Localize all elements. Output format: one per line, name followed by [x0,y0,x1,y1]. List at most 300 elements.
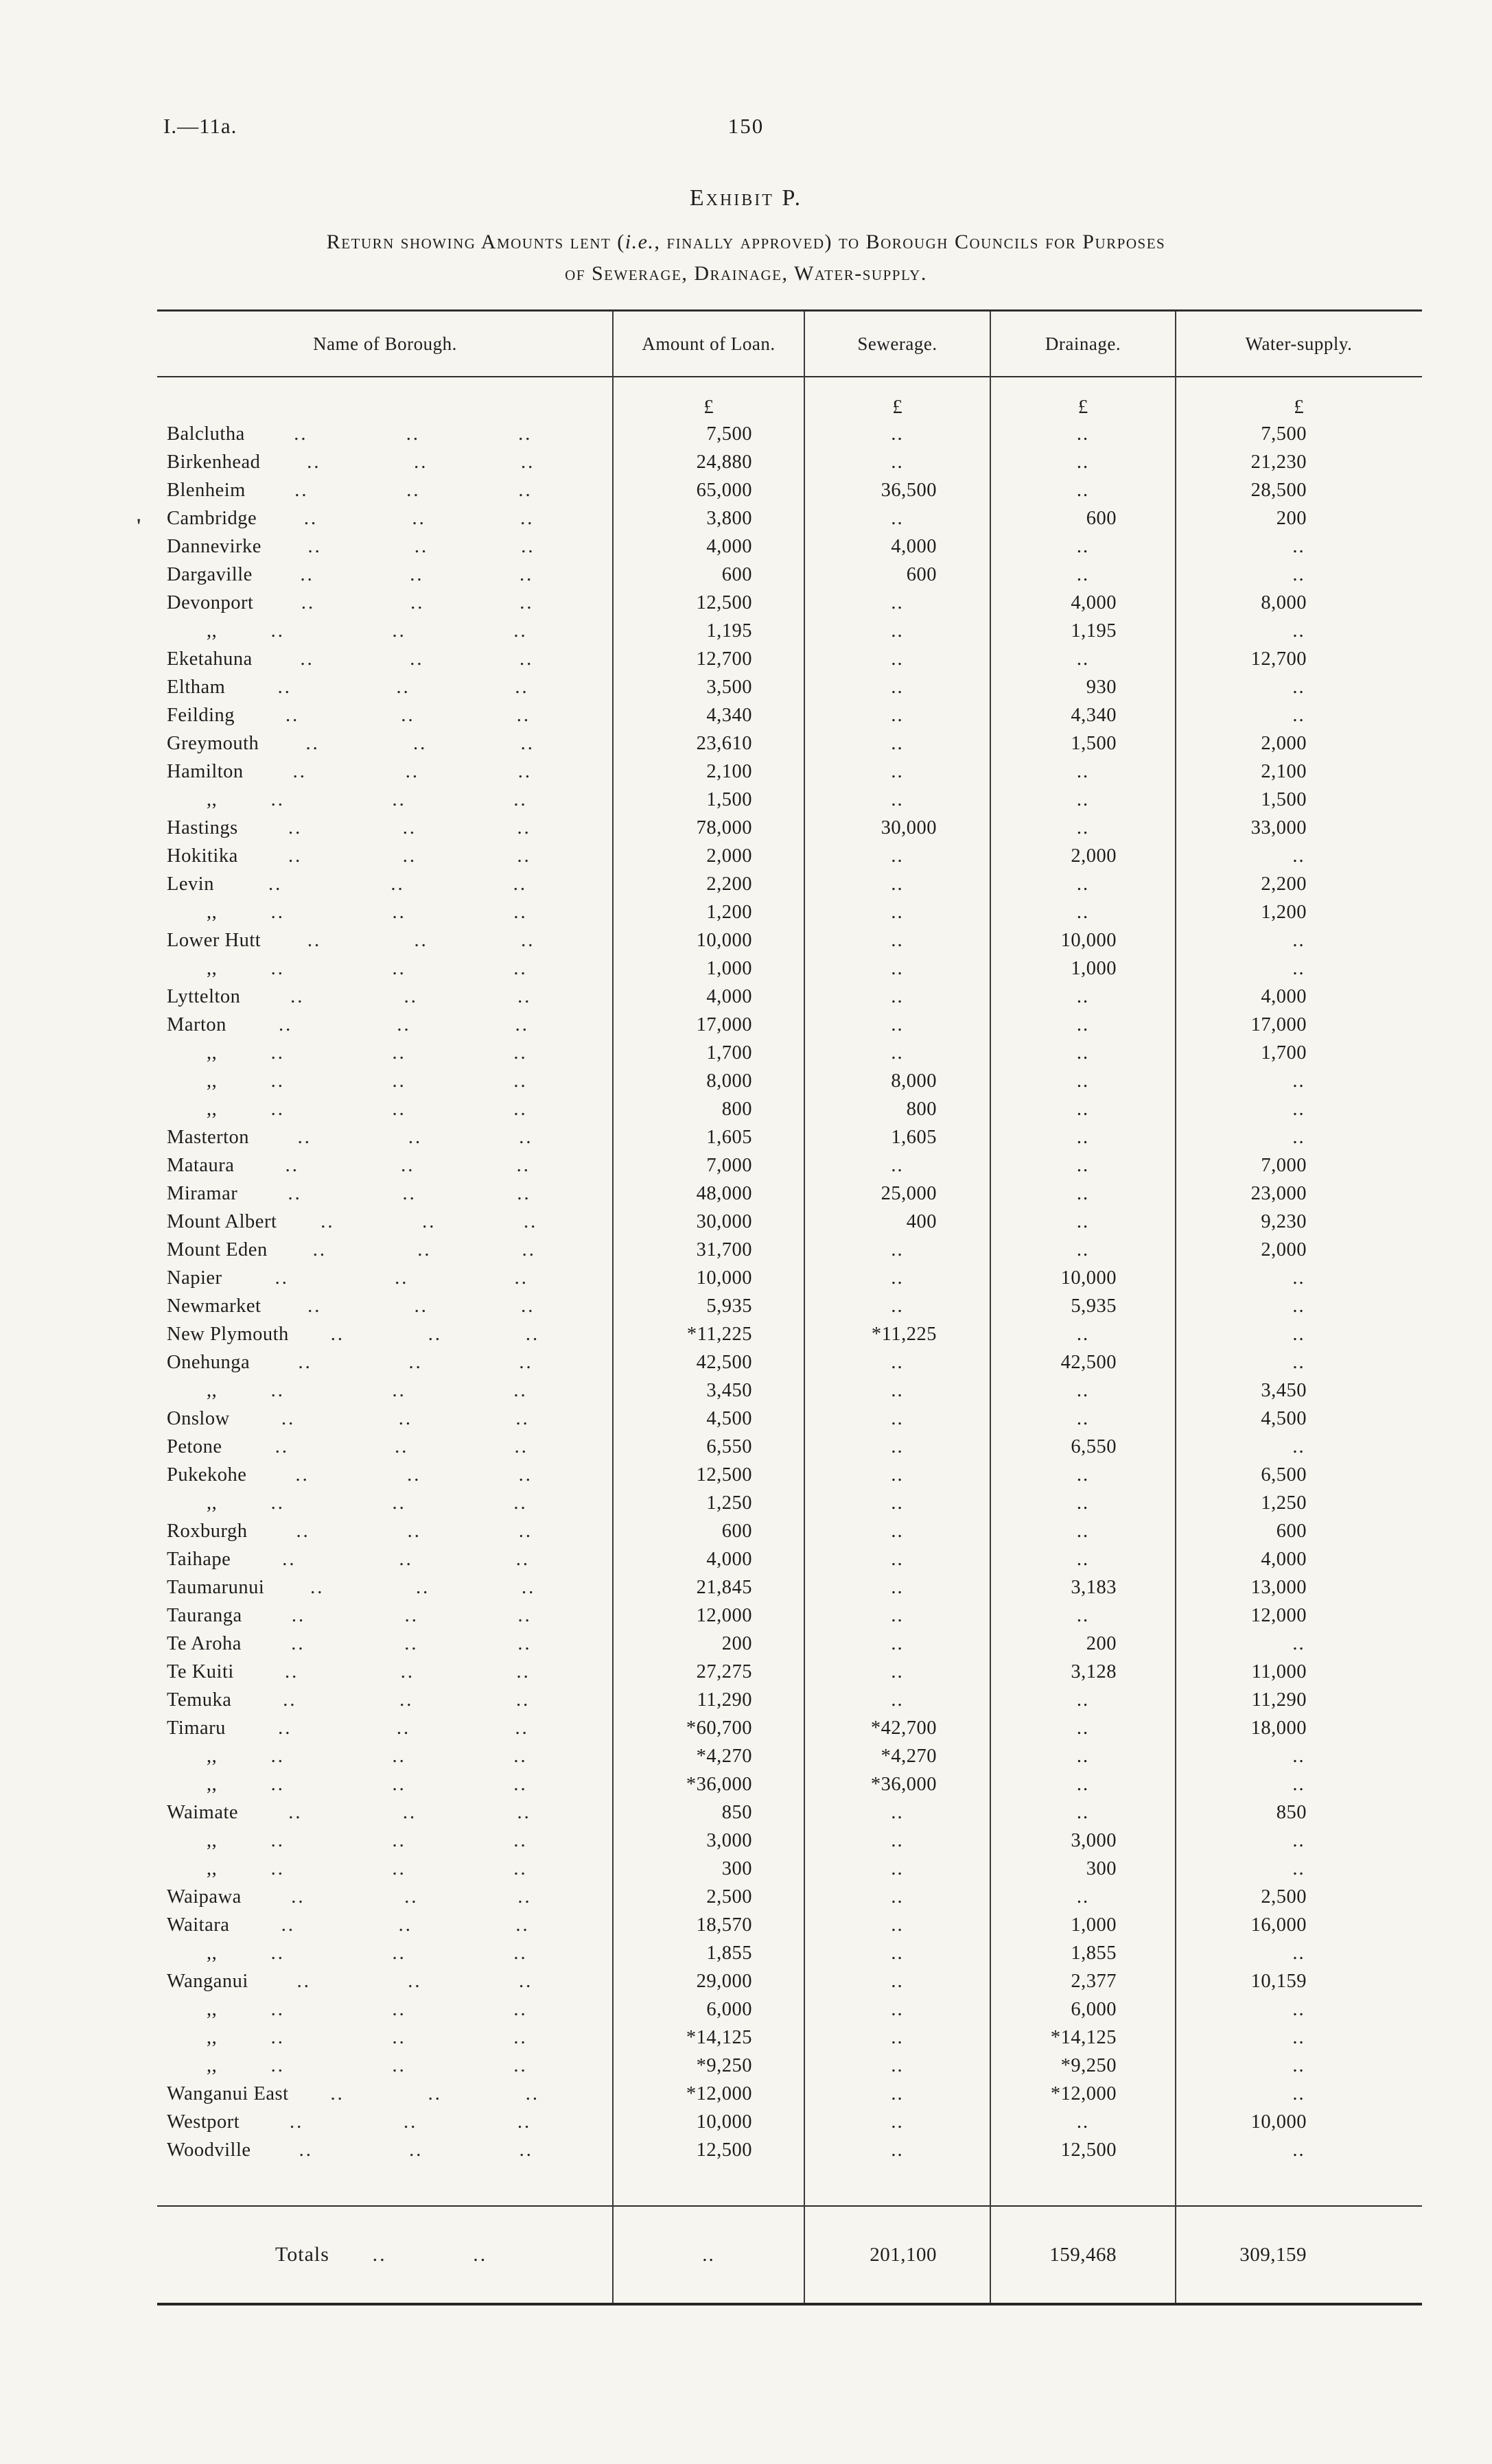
dot-leader: .. [513,1042,528,1064]
dot-leader: .. [473,2243,488,2266]
loan-value: 2,000 [706,845,752,867]
loan-value: 4,000 [706,985,752,1007]
dot-leader: .. [270,1379,285,1401]
borough-name-cell [157,1633,613,1655]
borough-name: Te Aroha [167,1632,242,1654]
dot-leader: .. [513,1942,528,1964]
sewerage-value: .. [891,1267,904,1289]
dot-leader: .. [407,1464,421,1486]
drainage-value: .. [1076,1210,1090,1232]
table-row [157,589,1422,617]
borough-name-cell [157,451,613,473]
dot-leader: .. [405,760,419,782]
table-row [157,2108,1422,2136]
borough-name-cell [157,761,613,783]
totals-row [157,2205,1422,2303]
water-supply-value: 10,159 [1250,1970,1307,1992]
dot-leader: .. [513,1492,528,1514]
water-supply-value: .. [1292,1435,1305,1457]
dot-leader: .. [399,1689,414,1711]
water-supply-value: .. [1292,957,1305,979]
dot-leader: .. [515,1548,530,1570]
drainage-value: .. [1076,1379,1090,1401]
sewerage-value: .. [891,929,904,951]
dot-leader: .. [372,2243,387,2266]
borough-name: ,, [207,1829,218,1851]
loan-value: 12,000 [696,1604,752,1626]
table-row [157,532,1422,561]
loan-value: 3,800 [706,507,752,529]
dot-leader: .. [395,1435,409,1457]
dot-leader: .. [270,957,285,979]
table-row [157,1770,1422,1798]
dot-leader: .. [396,1717,411,1739]
drainage-value: .. [1076,423,1090,445]
dot-leader: .. [270,1745,285,1767]
dot-leader: .. [307,1295,322,1317]
dot-leader: .. [521,1576,536,1598]
dot-leader: .. [414,1295,428,1317]
drainage-value: 10,000 [1060,1267,1117,1289]
drainage-value: 6,000 [1071,1998,1117,2020]
dot-leader: .. [297,1126,312,1148]
drainage-value: .. [1076,1689,1090,1711]
dot-leader: .. [525,1323,540,1345]
table-row [157,1545,1422,1573]
borough-name: ,, [207,788,218,810]
borough-name: Mataura [167,1154,235,1176]
table-row [157,476,1422,504]
dot-leader: .. [513,1098,528,1120]
table-row [157,1320,1422,1348]
dot-leader: .. [396,676,410,698]
table-body [157,420,1422,2164]
sewerage-value: .. [891,1886,904,1908]
dot-leader: .. [422,1210,436,1232]
dot-leader: .. [291,1604,306,1626]
borough-name: ,, [207,1857,218,1879]
dot-leader: .. [404,985,418,1007]
table-row [157,420,1422,448]
water-supply-value: .. [1292,929,1305,951]
table-row [157,1714,1422,1742]
dot-leader: .. [392,1998,406,2020]
dot-leader: .. [270,1998,285,2020]
loan-value: 30,000 [696,1210,752,1232]
dot-leader: .. [392,957,406,979]
sewerage-value: 8,000 [891,1070,937,1092]
borough-name-cell [157,480,613,502]
dot-leader: .. [307,929,322,951]
borough-name-cell [157,1324,613,1346]
drainage-value: 1,195 [1071,620,1117,642]
dot-leader: .. [400,1661,415,1682]
drainage-value: .. [1076,648,1090,670]
loan-value: 3,450 [706,1379,752,1401]
table-row [157,1517,1422,1545]
drainage-value: 1,500 [1071,732,1117,754]
dot-leader: .. [270,620,285,642]
loan-value: 6,550 [706,1435,752,1457]
drainage-value: .. [1076,535,1090,557]
loan-value: 1,500 [706,788,752,810]
dot-leader: .. [395,1267,409,1289]
borough-name: ,, [207,1942,218,1964]
sewerage-value: .. [891,1942,904,1964]
drainage-value: .. [1076,1717,1090,1739]
dot-leader: .. [296,1520,310,1542]
dot-leader: .. [520,563,534,585]
dot-leader: .. [513,873,527,895]
borough-name-cell [157,817,613,839]
table-row [157,1376,1422,1405]
borough-name: Onehunga [167,1351,250,1373]
borough-name-cell [157,677,613,699]
water-supply-value: .. [1292,1351,1305,1373]
sewerage-value: .. [891,1661,904,1682]
borough-name: Wanganui [167,1970,248,1992]
sewerage-value: .. [891,1857,904,1879]
sewerage-value: *4,270 [881,1745,937,1767]
table-row [157,2136,1422,2164]
drainage-value: 200 [1086,1632,1117,1654]
water-supply-value: 2,200 [1261,873,1307,895]
borough-name-cell [157,986,613,1008]
water-supply-value: 17,000 [1250,1013,1307,1035]
borough-name-cell [157,1014,613,1036]
dot-leader: .. [392,1042,406,1064]
dot-leader: .. [408,1126,423,1148]
dot-leader: .. [404,1886,419,1908]
borough-name-cell [157,1183,613,1205]
dot-leader: .. [282,1548,296,1570]
loan-value: 27,275 [696,1661,752,1682]
sewerage-value: .. [891,1548,904,1570]
borough-name-cell [157,705,613,727]
drainage-value: .. [1076,1182,1090,1204]
sewerage-value: .. [891,1520,904,1542]
borough-name-cell [157,1886,613,1908]
borough-name: Dargaville [167,563,253,585]
borough-name: Temuka [167,1689,232,1711]
dot-leader: .. [285,704,300,726]
water-supply-value: 12,700 [1250,648,1307,670]
borough-name: Blenheim [167,479,246,501]
table-row [157,1939,1422,1967]
table-row [157,1573,1422,1601]
borough-name: Devonport [167,591,254,613]
table-body-gap [157,2164,1422,2205]
table-row [157,645,1422,673]
exhibit-title: Exhibit P. [689,185,803,211]
sewerage-value: 600 [906,563,937,585]
water-supply-value: .. [1292,620,1305,642]
borough-name: Wanganui East [167,2082,289,2104]
table-row [157,1123,1422,1151]
dot-leader: .. [310,1576,325,1598]
loan-value: 65,000 [696,479,752,501]
dot-leader: .. [278,1013,293,1035]
currency-spacer [157,419,613,420]
borough-name: Te Kuiti [167,1661,234,1682]
table-row [157,1039,1422,1067]
currency-symbol: £ [1077,396,1088,418]
drainage-value: .. [1076,1407,1090,1429]
dot-leader: .. [330,2082,345,2104]
drainage-value: 42,500 [1060,1351,1117,1373]
table-row [157,1967,1422,1995]
dot-leader: .. [515,1914,530,1936]
sewerage-value: .. [891,1407,904,1429]
sewerage-value: .. [891,1379,904,1401]
column-header-loan: Amount of Loan. [642,333,776,354]
table-row [157,1911,1422,1939]
drainage-value: .. [1076,1801,1090,1823]
dot-leader: .. [392,2026,406,2048]
table-row [157,1461,1422,1489]
borough-name-cell [157,1295,613,1317]
water-supply-value: .. [1292,2054,1305,2076]
sewerage-value: 36,500 [881,479,937,501]
dot-leader: .. [407,1520,421,1542]
dot-leader: .. [268,873,283,895]
dot-leader: .. [307,451,321,473]
dot-leader: .. [294,423,308,445]
borough-name: ,, [207,1379,218,1401]
dot-leader: .. [392,1942,406,1964]
sewerage-value: .. [891,1801,904,1823]
loan-value: 1,250 [706,1492,752,1514]
sewerage-value: .. [891,1689,904,1711]
loan-value: 4,340 [706,704,752,726]
borough-name-cell [157,1577,613,1599]
borough-name: Miramar [167,1182,238,1204]
loan-value: 23,610 [696,732,752,754]
sewerage-value: .. [891,1914,904,1936]
loan-value: 1,700 [706,1042,752,1064]
loan-value: 10,000 [696,1267,752,1289]
dot-leader: .. [518,423,533,445]
borough-name: Masterton [167,1126,250,1148]
sewerage-value: 4,000 [891,535,937,557]
loan-value: *36,000 [686,1773,752,1795]
dot-leader: .. [521,535,535,557]
dot-leader: .. [401,1154,415,1176]
loan-value: 6,000 [706,1998,752,2020]
loan-value: 300 [721,1857,752,1879]
drainage-value: *14,125 [1050,2026,1117,2048]
water-supply-value: .. [1292,1857,1305,1879]
water-supply-value: 200 [1276,507,1307,529]
dot-leader: .. [270,1492,285,1514]
drainage-value: .. [1076,1126,1090,1148]
drainage-value: .. [1076,451,1090,473]
ink-artifact: ' [136,515,142,537]
dot-leader: .. [330,1323,345,1345]
borough-name-cell [157,1042,613,1064]
drainage-value: 930 [1086,676,1117,698]
dot-leader: .. [525,2082,540,2104]
table-row [157,786,1422,814]
loan-value: 4,000 [706,1548,752,1570]
borough-name: Roxburgh [167,1520,248,1542]
dot-leader: .. [277,676,292,698]
borough-name-cell [157,536,613,558]
drainage-value: 1,000 [1071,957,1117,979]
dot-leader: .. [519,648,534,670]
dot-leader: .. [275,1435,289,1457]
currency-symbol: £ [1294,396,1304,418]
loan-value: 4,500 [706,1407,752,1429]
drainage-value: .. [1076,479,1090,501]
dot-leader: .. [281,1914,295,1936]
table-subtitle-line2: of Sewerage, Drainage, Water-supply. [565,262,927,285]
borough-name: Waimate [167,1801,239,1823]
sewerage-value: .. [891,845,904,867]
drainage-value: .. [1076,1492,1090,1514]
water-supply-value: 33,000 [1250,817,1307,838]
loan-value: 3,500 [706,676,752,698]
dot-leader: .. [515,1689,531,1711]
dot-leader: .. [288,845,303,867]
borough-name: ,, [207,1745,218,1767]
sewerage-value: .. [891,2054,904,2076]
dot-leader: .. [513,2054,528,2076]
sewerage-value: 30,000 [881,817,937,838]
water-supply-value: .. [1292,1829,1305,1851]
dot-leader: .. [404,1632,419,1654]
borough-name-cell [157,1521,613,1542]
dot-leader: .. [401,704,415,726]
table-row [157,504,1422,532]
borough-name-cell [157,930,613,952]
dot-leader: .. [513,1379,528,1401]
water-supply-value: 7,000 [1261,1154,1307,1176]
borough-name-cell [157,845,613,867]
water-supply-value: .. [1292,2026,1305,2048]
table-row [157,1489,1422,1517]
sewerage-value: .. [891,507,904,529]
loan-value: 29,000 [696,1970,752,1992]
table-row [157,1292,1422,1320]
totals-drainage: 159,468 [1049,2243,1117,2266]
table-row [157,2080,1422,2108]
sewerage-value: 25,000 [881,1182,937,1204]
sewerage-value: .. [891,1295,904,1317]
dot-leader: .. [514,1435,528,1457]
sewerage-value: .. [891,1970,904,1992]
page-number: 150 [727,114,765,138]
totals-loan: .. [702,2243,715,2266]
table-row [157,1658,1422,1686]
sewerage-value: .. [891,1042,904,1064]
loan-value: *14,125 [686,2026,752,2048]
borough-name: Eketahuna [167,648,253,670]
dot-leader: .. [520,451,535,473]
dot-leader: .. [281,1407,296,1429]
borough-name: Cambridge [167,507,257,529]
sewerage-value: .. [891,423,904,445]
currency-symbol: £ [703,396,714,418]
borough-name: Levin [167,873,214,895]
water-supply-value: 9,230 [1261,1210,1307,1232]
borough-name-cell [157,1746,613,1768]
table-header-row [157,312,1422,377]
drainage-value: .. [1076,873,1090,895]
table-row [157,1348,1422,1376]
borough-name-cell [157,1464,613,1486]
borough-name: Woodville [167,2139,251,2161]
dot-leader: .. [413,732,428,754]
drainage-value: 3,183 [1071,1576,1117,1598]
dot-leader: .. [522,1239,536,1260]
drainage-value: .. [1076,1042,1090,1064]
drainage-value: *9,250 [1060,2054,1117,2076]
water-supply-value: .. [1292,704,1305,726]
dot-leader: .. [517,2111,532,2133]
table-row [157,1855,1422,1883]
loan-value: 2,200 [706,873,752,895]
water-supply-value: .. [1292,1126,1305,1148]
dot-leader: .. [517,760,533,782]
water-supply-value: 16,000 [1250,1914,1307,1936]
dot-leader: .. [270,1042,285,1064]
sewerage-value: .. [891,957,904,979]
loan-value: *9,250 [696,2054,752,2076]
loan-value: 1,605 [706,1126,752,1148]
borough-name-cell [157,648,613,670]
dot-leader: .. [408,1970,422,1992]
table-row [157,1883,1422,1911]
drainage-value: 6,550 [1071,1435,1117,1457]
dot-leader: .. [278,1717,292,1739]
sewerage-value: .. [891,1576,904,1598]
water-supply-value: 1,250 [1261,1492,1307,1514]
dot-leader: .. [307,535,322,557]
sewerage-value: .. [891,760,904,782]
drainage-value: .. [1076,1464,1090,1486]
borough-name-cell [157,1155,613,1177]
drainage-value: .. [1076,1098,1090,1120]
water-supply-value: 4,000 [1261,1548,1307,1570]
column-rule [804,312,805,2303]
dot-leader: .. [283,1689,297,1711]
dot-leader: .. [516,704,531,726]
dot-leader: .. [513,1773,528,1795]
dot-leader: .. [516,1154,531,1176]
sewerage-value: .. [891,788,904,810]
borough-name-cell [157,1943,613,1964]
table-row [157,1208,1422,1236]
dot-leader: .. [518,479,533,501]
water-supply-value: 600 [1276,1520,1307,1542]
borough-name-cell [157,1267,613,1289]
drainage-value: 5,935 [1071,1295,1117,1317]
table-row [157,1264,1422,1292]
table-row [157,1995,1422,2023]
table-row [157,561,1422,589]
borough-name-cell [157,1605,613,1627]
column-rule [612,312,614,2303]
dot-leader: .. [402,845,417,867]
drainage-value: .. [1076,788,1090,810]
dot-leader: .. [270,1773,285,1795]
subtitle-prefix: Return showing Amounts lent ( [326,231,625,253]
borough-name-cell [157,733,613,755]
borough-name: Timaru [167,1717,226,1739]
sewerage-value: .. [891,1239,904,1260]
borough-name: Marton [167,1013,226,1035]
